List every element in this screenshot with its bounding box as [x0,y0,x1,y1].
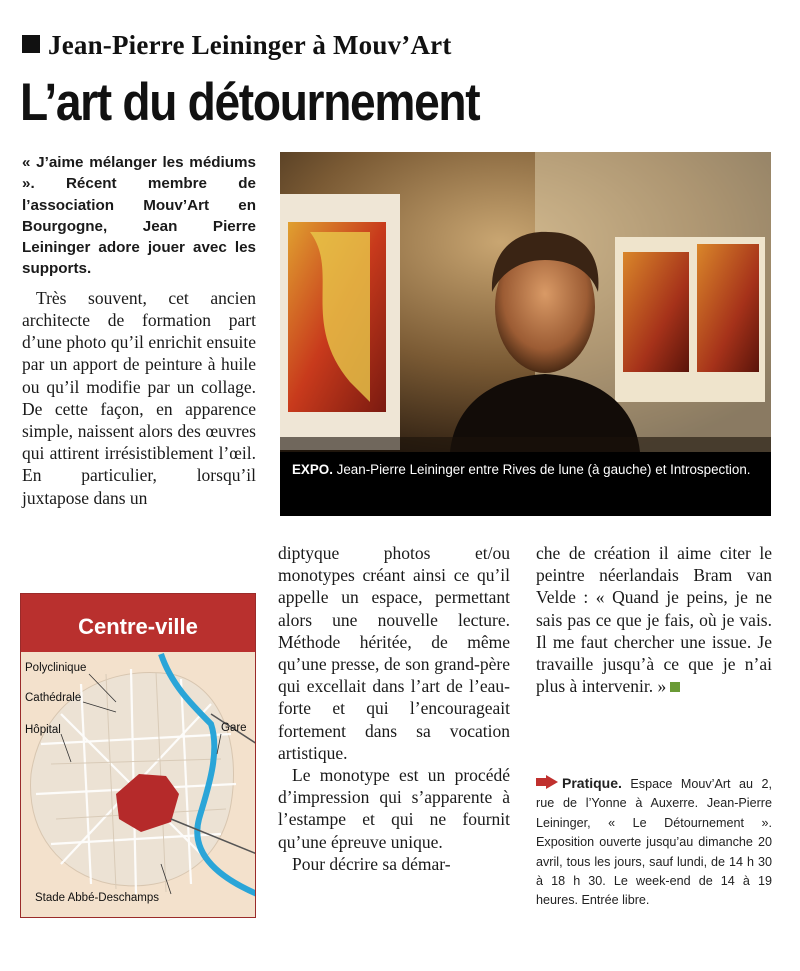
article-kicker [22,30,452,61]
city-map [20,593,256,918]
article-chapeau: « J’aime mélanger les médiums ». Récent membre de l’association Mouv’Art en Bourgogne, Jean Pierre Leininger adore jouer avec les supports. [22,154,256,278]
kicker-square-icon [22,35,40,53]
column-3-text-body: che de création il aime citer le peintre néerlandais Bram van Velde : « Quand je peins, je ne sais pas ce que je fais, où je vais. Il me faut chercher une issue. Je travaille jusqu’à ce que je n’ai plus à intervenir. » [536,543,772,697]
map-title: Centre-ville [21,594,255,652]
caption-lead: EXPO. [292,462,333,477]
practical-info-text: Espace Mouv’Art au 2, rue de l’Yonne à Auxerre. Jean-Pierre Leininger, « Le Détournement ». Exposition ouverte jusqu’au dimanche 20 avril, tous les jours, sauf lundi, de 14 h 30 à 18 h 30. Le week-end de 14 à 19 heures. Entrée libre. [536,777,772,908]
caption-text: Jean-Pierre Leininger entre Rives de lune (à gauche) et Introspection. [332,462,751,477]
map-label-cathedrale: Cathédrale [25,692,82,704]
map-label-stade: Stade Abbé-Deschamps [35,892,160,904]
column-2-paragraph-1: diptyque photos et/ou monotypes créant ainsi ce qu’il appelle un espace, permettant alors une nouvelle lecture. Méthode héritée, de même qu’une presse, de son grand-père qui excellait dans l’art de l’eau-forte et qui l’encourageait fortement dans sa vocation artistique. [278,543,510,763]
column-2-paragraph-2: Le monotype est un procédé d’impression qui s’apparente à l’estampe et qui ne fournit qu’une épreuve unique. [278,765,510,852]
column-3 [536,542,772,697]
column-2-paragraph-3: Pour décrire sa démar- [292,853,451,874]
column-1 [22,152,256,509]
map-label-gare: Gare [221,722,247,734]
article-headline: L’art du détournement [20,73,480,132]
arrow-right-icon [536,775,558,789]
photo-image [280,152,771,452]
kicker-text: Jean-Pierre Leininger à Mouv’Art [48,30,452,60]
column-2 [278,542,510,875]
practical-info-lead: Pratique. [562,775,622,791]
photo-caption [280,452,771,516]
practical-info [536,774,772,911]
map-label-polyclinique: Polyclinique [25,662,87,674]
article-photo [280,152,771,516]
column-3-text [536,542,772,697]
column-1-text: Très souvent, cet ancien architecte de formation part d’une photo qu’il enrichit ensuite par un apport de peinture à huile ou qu’il modifie par un collage. De cette façon, en apparence simple, naissent alors des œuvres qui attirent irrésistiblement l’œil. En particulier, lorsqu’il juxtapose dans un [22,287,256,508]
map-label-hopital: Hôpital [25,724,61,736]
end-square-icon [670,682,680,692]
